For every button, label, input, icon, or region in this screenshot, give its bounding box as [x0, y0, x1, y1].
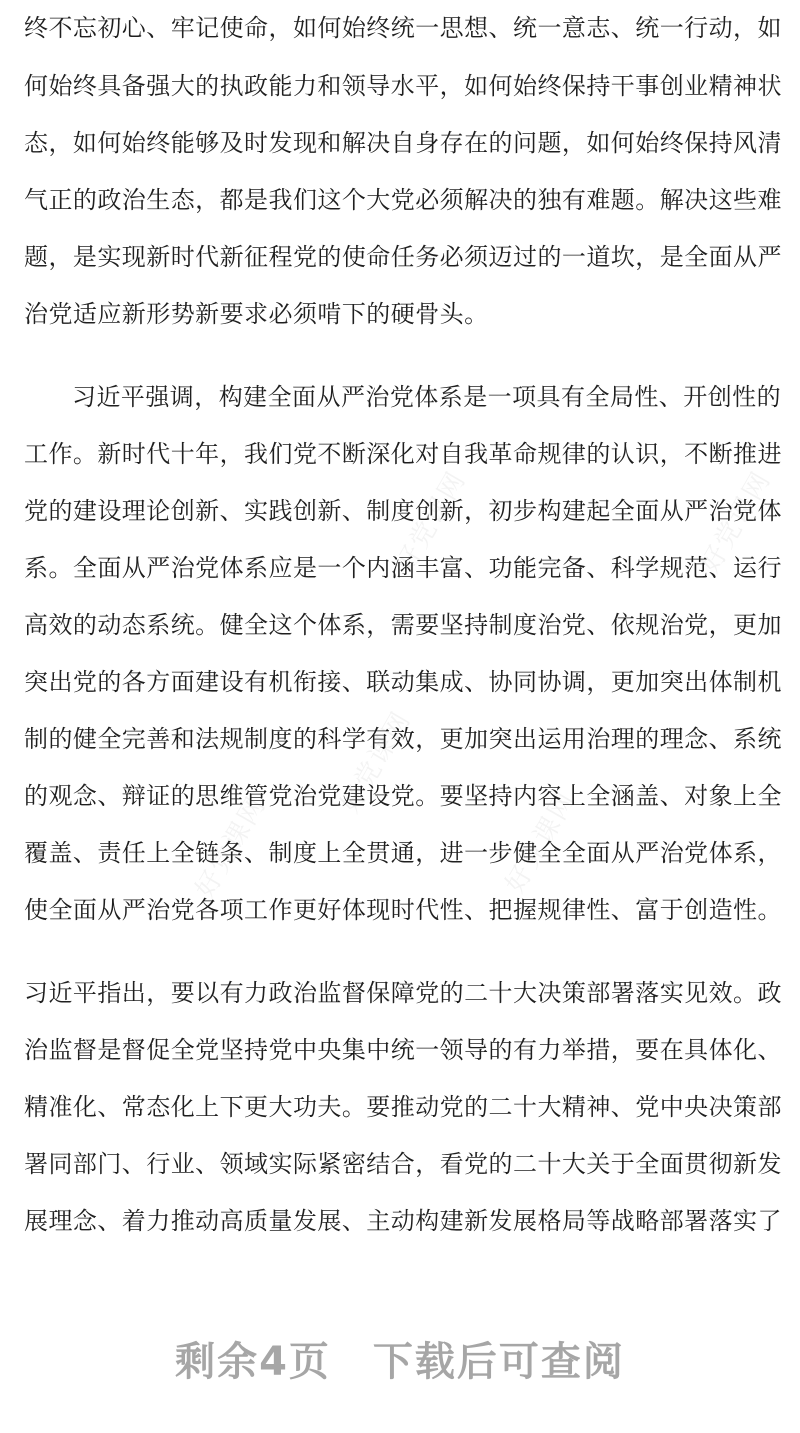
- text-line: 态，如何始终能够及时发现和解决自身存在的问题，如何始终保持风清: [24, 129, 782, 157]
- text-line: 治党适应新形势新要求必须啃下的硬骨头。: [24, 300, 489, 328]
- watermark: 好党课网: [695, 465, 778, 578]
- text-line: 展理念、着力推动高质量发展、主动构建新发展格局等战略部署落实了: [24, 1207, 782, 1235]
- text-line: 系。全面从严治党体系应是一个内涵丰富、功能完备、科学规范、运行: [24, 554, 782, 582]
- text-line: 工作。新时代十年，我们党不断深化对自我革命规律的认识，不断推进: [24, 440, 782, 468]
- remaining-pages-label: 剩余4页: [175, 1339, 331, 1385]
- watermark: 好党课网: [390, 465, 473, 578]
- text-line: 气正的政治生态，都是我们这个大党必须解决的独有难题。解决这些难: [24, 186, 782, 214]
- text-line: 习近平指出，要以有力政治监督保障党的二十大决策部署落实见效。政: [24, 979, 782, 1007]
- download-to-view-label[interactable]: 下载后可查阅: [372, 1339, 625, 1385]
- text-line: 的观念、辩证的思维管党治党建设党。要坚持内容上全涵盖、对象上全: [24, 782, 782, 810]
- text-line: 何始终具备强大的执政能力和领导水平，如何始终保持干事创业精神状: [24, 72, 782, 100]
- text-line: 党的建设理论创新、实践创新、制度创新，初步构建起全面从严治党体: [24, 497, 782, 525]
- text-line: 署同部门、行业、领域实际紧密结合，看党的二十大关于全面贯彻新发: [24, 1150, 782, 1178]
- watermark: 好党课网: [500, 785, 583, 898]
- text-line: 题，是实现新时代新征程党的使命任务必须迈过的一道坎，是全面从严: [24, 243, 782, 271]
- watermark: 好党课网: [335, 705, 418, 818]
- text-line: 精准化、常态化上下更大功夫。要推动党的二十大精神、党中央决策部: [24, 1093, 782, 1121]
- text-line: 使全面从严治党各项工作更好体现时代性、把握规律性、富于创造性。: [24, 896, 782, 924]
- text-line: 高效的动态系统。健全这个体系，需要坚持制度治党、依规治党，更加: [24, 611, 782, 639]
- watermark: 好党课网: [190, 790, 273, 903]
- text-line: 治监督是督促全党坚持党中央集中统一领导的有力举措，要在具体化、: [24, 1036, 782, 1064]
- text-line: 突出党的各方面建设有机衔接、联动集成、协同协调，更加突出体制机: [24, 668, 782, 696]
- text-line: 终不忘初心、牢记使命，如何始终统一思想、统一意志、统一行动，如: [24, 14, 782, 42]
- remaining-pages-banner[interactable]: [0, 1330, 800, 1387]
- text-line: 制的健全完善和法规制度的科学有效，更加突出运用治理的理念、系统: [24, 725, 782, 753]
- text-line: 覆盖、责任上全链条、制度上全贯通，进一步健全全面从严治党体系，: [24, 839, 782, 867]
- text-line: 习近平强调，构建全面从严治党体系是一项具有全局性、开创性的: [72, 383, 782, 411]
